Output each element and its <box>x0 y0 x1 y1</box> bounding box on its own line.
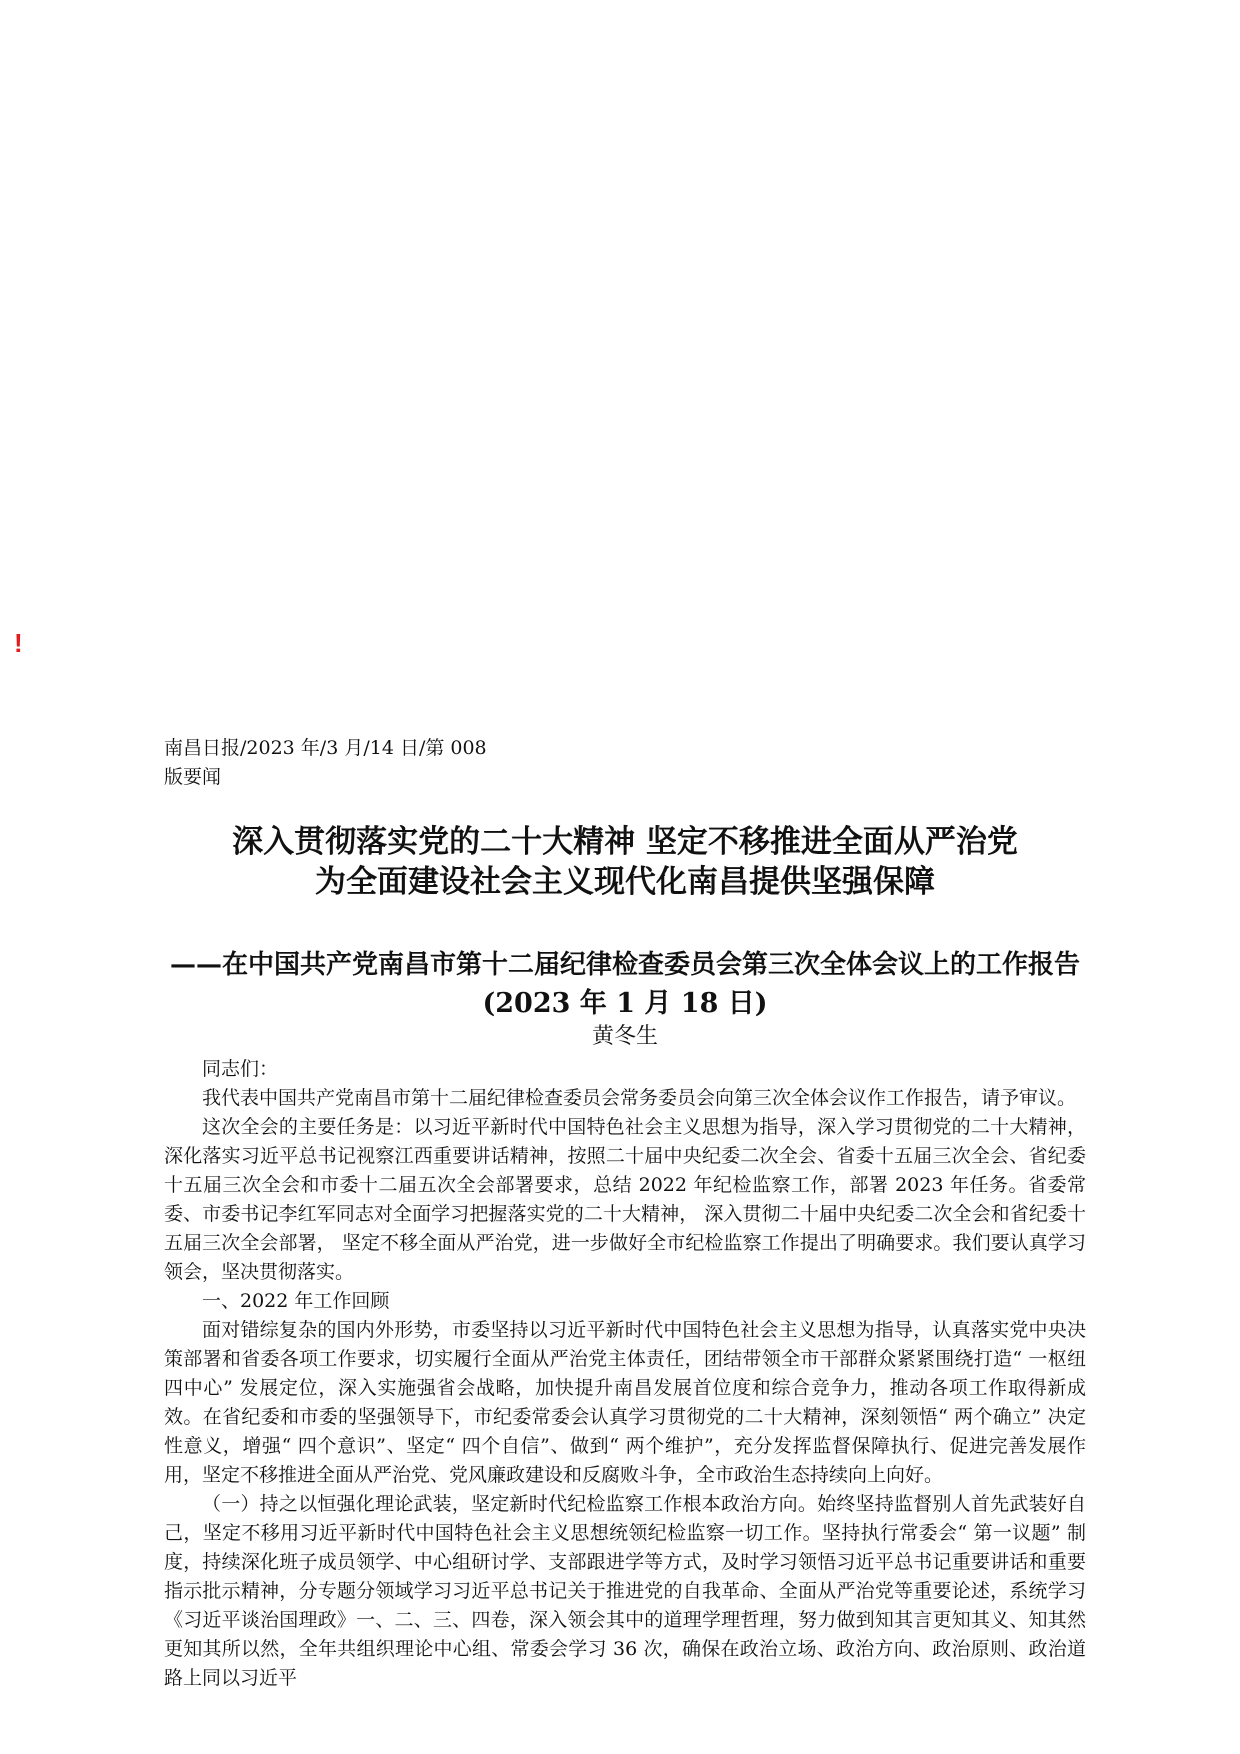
title-line-1: 深入贯彻落实党的二十大精神 坚定不移推进全面从严治党 <box>232 824 1018 860</box>
section-heading: 一、2022 年工作回顾 <box>202 1290 390 1312</box>
source-line-continued: 版要闻 <box>164 766 222 788</box>
article <box>164 734 1086 1693</box>
author-name: 黄冬生 <box>591 1024 658 1049</box>
source-line: 南昌日报/2023 年/3 月/14 日/第 008 <box>164 737 487 759</box>
title-line-2: 为全面建设社会主义现代化南昌提供坚强保障 <box>315 864 935 900</box>
article-title <box>164 822 1086 902</box>
paragraph-greeting: 同志们： <box>202 1058 279 1080</box>
report-date: (2023 年 1 月 18 日) <box>482 988 768 1019</box>
paragraph: 这次全会的主要任务是：以习近平新时代中国特色社会主义思想为指导，深入学习贯彻党的二十大精神，深化落实习近平总书记视察江西重要讲话精神，按照二十届中央纪委二次全会、省委十五届三次全会、省纪委十五届三次全会和市委十二届五次全会部署要求，总结 2022 年纪检监察工作，部署 2023 年任务。省委常委、市委书记李红军同志对全面学习把握落实党的二十大精神， 深入贯彻二十届中央纪委二次全会和省纪委十五届三次全会部署， 坚定不移全面从严治党，进一步做好全市纪检监察工作提出了明确要求。我们要认真学习领会，坚决贯彻落实。 <box>164 1116 1086 1283</box>
paragraph: 我代表中国共产党南昌市第十二届纪律检查委员会常务委员会向第三次全体会议作工作报告，请予审议。 <box>202 1087 1077 1109</box>
article-body <box>164 1055 1086 1693</box>
paragraph: （一）持之以恒强化理论武装，坚定新时代纪检监察工作根本政治方向。始终坚持监督别人首先武装好自己，坚定不移用习近平新时代中国特色社会主义思想统领纪检监察一切工作。坚持执行常委会“ 第一议题” 制度，持续深化班子成员领学、中心组研讨学、支部跟进学等方式，及时学习领悟习近平总书记重要讲话和重要指示批示精神，分专题分领域学习习近平总书记关于推进党的自我革命、全面从严治党等重要论述，系统学习《习近平谈治国理政》一、二、三、四卷，深入领会其中的道理学理哲理，努力做到知其言更知其义、知其然更知其所以然，全年共组织理论中心组、常委会学习 36 次，确保在政治立场、政治方向、政治原则、政治道路上同以习近平 <box>164 1493 1086 1689</box>
article-subtitle: ——在中国共产党南昌市第十二届纪律检查委员会第三次全体会议上的工作报告 <box>169 950 1080 980</box>
paragraph: 面对错综复杂的国内外形势，市委坚持以习近平新时代中国特色社会主义思想为指导，认真落实党中央决策部署和省委各项工作要求，切实履行全面从严治党主体责任，团结带领全市干部群众紧紧围绕打造“ 一枢纽四中心” 发展定位，深入实施强省会战略，加快提升南昌发展首位度和综合竞争力，推动各项工作取得新成效。在省纪委和市委的坚强领导下，市纪委常委会认真学习贯彻党的二十大精神，深刻领悟“ 两个确立” 决定性意义，增强“ 四个意识”、坚定“ 四个自信”、做到“ 两个维护”，充分发挥监督保障执行、促进完善发展作用，坚定不移推进全面从严治党、党风廉政建设和反腐败斗争，全市政治生态持续向上向好。 <box>164 1319 1086 1486</box>
red-exclamation-mark: ! <box>14 628 23 658</box>
